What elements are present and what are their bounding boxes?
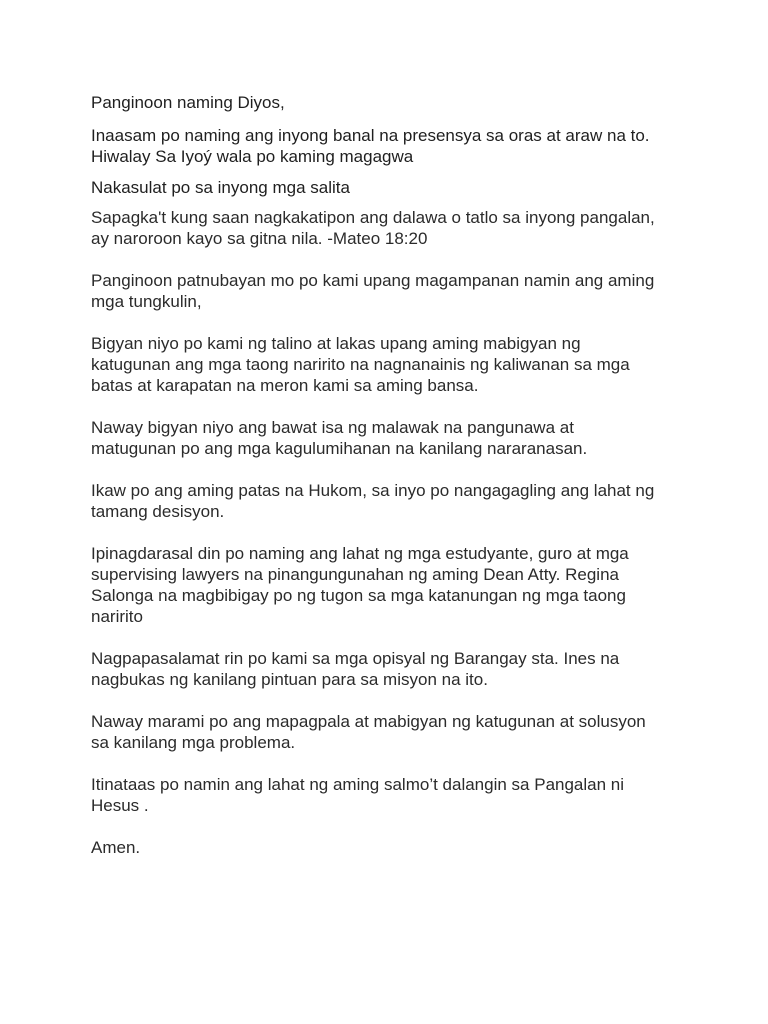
paragraph-closing: Itinataas po namin ang lahat ng aming salmo’t dalangin sa Pangalan ni Hesus .	[91, 775, 625, 815]
paragraph-understanding: Naway bigyan niyo ang bawat isa ng malawak na pangunawa at matugunan po ang mga kagulumihanan na kanilang nararanasan.	[91, 418, 588, 458]
paragraph-students: Ipinagdarasal din po naming ang lahat ng mga estudyante, guro at mga supervising lawyers na pinangungunahan ng aming Dean Atty. Regina Salonga na magbibigay po ng tugon sa mga katanungan ng mga taong naririto	[91, 544, 629, 626]
amen: Amen.	[91, 838, 141, 857]
paragraph-nakasulat: Nakasulat po sa inyong mga salita	[91, 178, 350, 197]
paragraph-blessing: Naway marami po ang mapagpala at mabigyan ng katugunan at solusyon sa kanilang mga problema.	[91, 712, 646, 752]
paragraph-intro: Inaasam po naming ang inyong banal na presensya sa oras at araw na to. Hiwalay Sa Iyoý wala po kaming magagwa	[91, 126, 650, 166]
paragraph-judge: Ikaw po ang aming patas na Hukom, sa inyo po nangagagling ang lahat ng tamang desisyon.	[91, 481, 655, 521]
paragraph-wisdom: Bigyan niyo po kami ng talino at lakas upang aming mabigyan ng katugunan ang mga taong naririto na nagnanainis ng kaliwanan sa mga batas at karapatan na meron kami sa aming bansa.	[91, 334, 630, 395]
paragraph-guidance: Panginoon patnubayan mo po kami upang magampanan namin ang aming mga tungkulin,	[91, 271, 655, 311]
prayer-text	[91, 92, 691, 858]
paragraph-scripture: Sapagka't kung saan nagkakatipon ang dalawa o tatlo sa inyong pangalan, ay naroroon kayo sa gitna nila. -Mateo 18:20	[91, 208, 655, 248]
greeting: Panginoon naming Diyos,	[91, 93, 285, 112]
paragraph-thanks: Nagpapasalamat rin po kami sa mga opisyal ng Barangay sta. Ines na nagbukas ng kanilang pintuan para sa misyon na ito.	[91, 649, 620, 689]
